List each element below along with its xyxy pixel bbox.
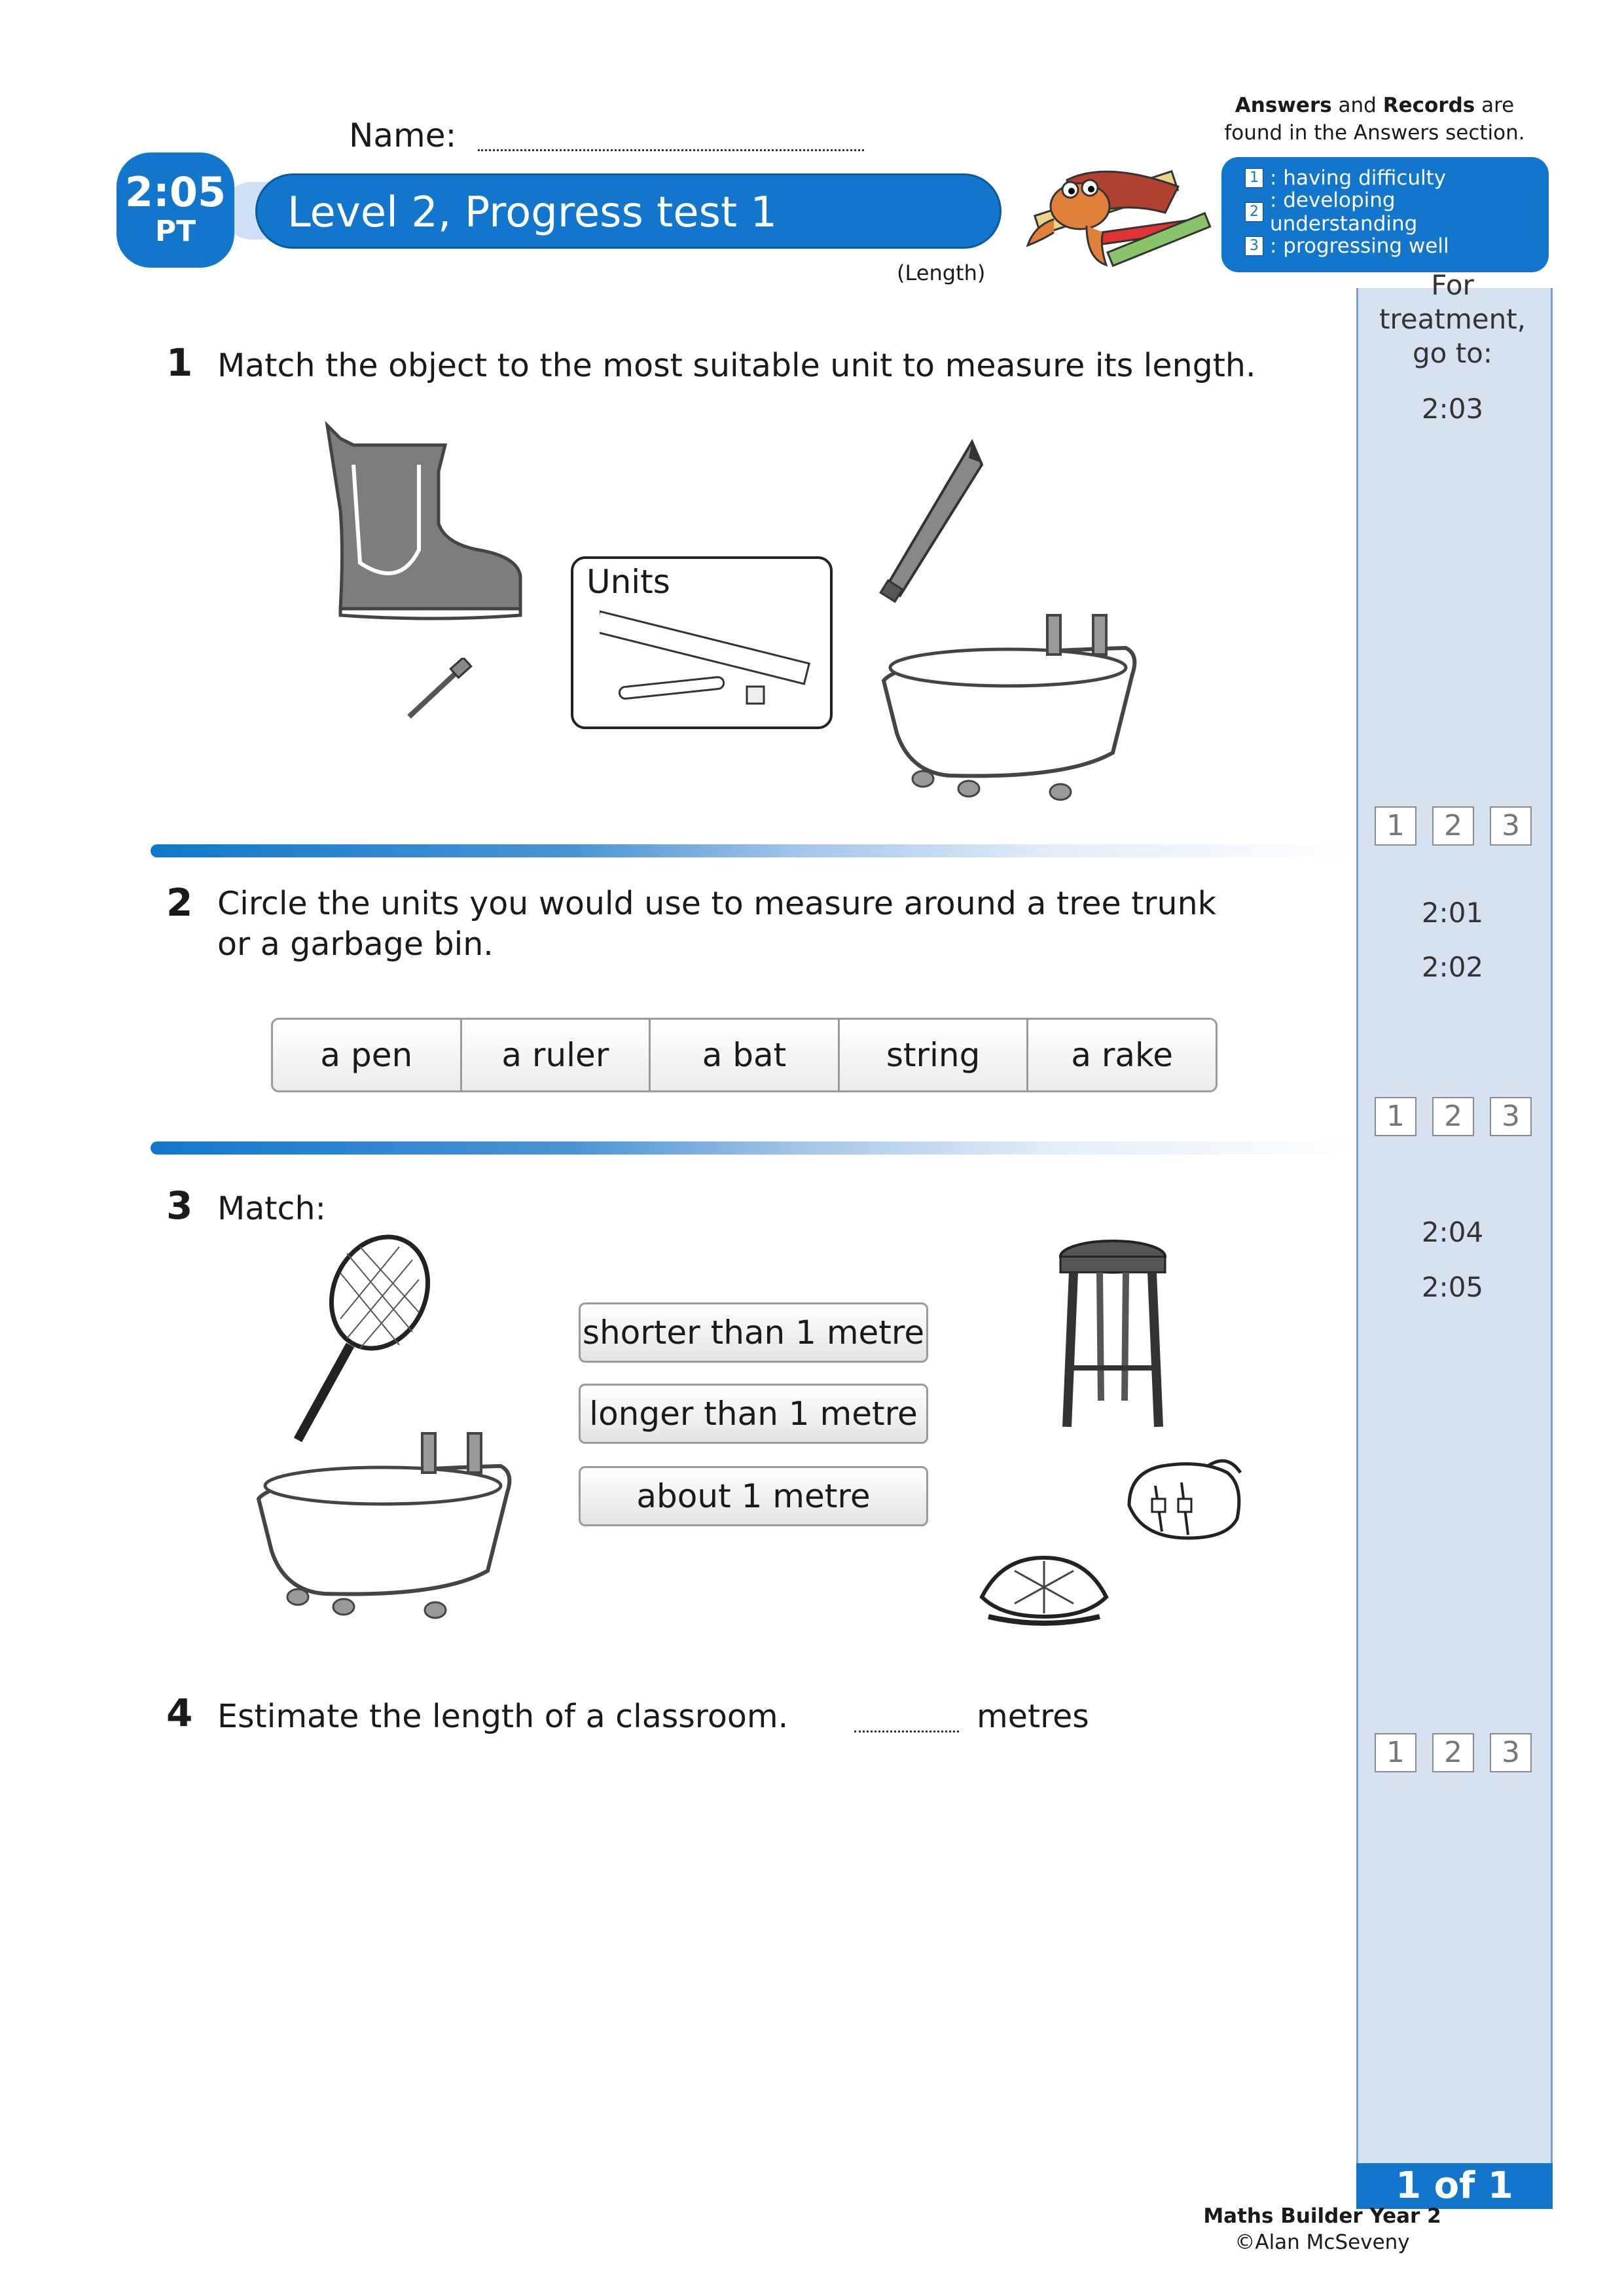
pencil-icon <box>874 439 992 609</box>
topic-label: (Length) <box>897 260 986 285</box>
page-title: Level 2, Progress test 1 <box>255 173 1001 249</box>
q1-goto: 2:03 <box>1421 393 1484 425</box>
paddle-pop-stick-icon <box>619 677 724 700</box>
rating-box-1[interactable]: 1 <box>1375 1097 1416 1136</box>
crab-mascot-icon <box>1008 154 1224 278</box>
boot-icon <box>314 419 530 622</box>
option-a-ruler[interactable]: a ruler <box>462 1020 651 1090</box>
backpack-icon <box>1116 1446 1247 1545</box>
option-a-rake[interactable]: a rake <box>1071 1036 1173 1074</box>
rating-box-2[interactable]: 2 <box>1432 1097 1474 1136</box>
units-box <box>571 556 833 729</box>
units-label: Units <box>586 563 670 601</box>
question-2-text <box>217 884 1216 965</box>
question-3-text: Match: <box>217 1190 327 1227</box>
option-a-pen[interactable]: a pen <box>273 1020 462 1090</box>
rating-box-1[interactable]: 1 <box>1375 806 1416 846</box>
progress-legend <box>1221 157 1549 272</box>
treatment-label-line1: For treatment, <box>1379 269 1526 335</box>
footer-book-title: Maths Builder Year 2 <box>1203 2204 1441 2228</box>
legend-text: : having difficulty <box>1270 166 1447 190</box>
option-string[interactable]: string <box>840 1020 1029 1090</box>
treatment-label-line2: go to: <box>1412 337 1493 369</box>
are-word: are <box>1475 94 1515 117</box>
question-2-line1: Circle the units you would use to measure around a tree trunk <box>217 885 1217 922</box>
rating-box-1[interactable]: 1 <box>1375 1733 1416 1772</box>
match-longer-than-1m[interactable]: longer than 1 metre <box>579 1384 928 1444</box>
question-2-line2: or a garbage bin. <box>217 925 494 963</box>
bathtub-icon <box>245 1420 520 1630</box>
q3-rating-boxes <box>1375 1733 1532 1772</box>
q3-goto-1: 2:04 <box>1421 1216 1484 1248</box>
legend-text: : progressing well <box>1270 234 1449 258</box>
match-shorter-than-1m[interactable]: shorter than 1 metre <box>579 1302 928 1363</box>
legend-number: 2 <box>1245 202 1263 222</box>
ruler-icon <box>600 611 809 684</box>
question-number-2: 2 <box>166 880 193 925</box>
question-4-text: Estimate the length of a classroom. <box>217 1698 789 1735</box>
rating-box-2[interactable]: 2 <box>1432 1733 1474 1772</box>
legend-number: 3 <box>1245 236 1263 256</box>
rating-box-3[interactable]: 3 <box>1490 1097 1532 1136</box>
q1-rating-boxes <box>1375 806 1532 846</box>
question-number-4: 4 <box>166 1691 193 1735</box>
units-drawings <box>600 598 822 716</box>
treatment-label <box>1356 268 1549 370</box>
question-number-3: 3 <box>166 1183 193 1228</box>
name-field[interactable] <box>478 149 864 151</box>
answers-note <box>1191 92 1558 147</box>
metres-unit-label: metres <box>977 1698 1089 1735</box>
legend-row-3 <box>1245 232 1449 260</box>
answers-word: Answers <box>1235 94 1332 117</box>
page-number-box: 1 of 1 <box>1356 2163 1553 2209</box>
legend-row-2 <box>1245 188 1549 236</box>
q2-goto-2: 2:02 <box>1421 951 1484 983</box>
nail-icon <box>403 658 475 723</box>
and-word: and <box>1331 94 1383 117</box>
question-1-text: Match the object to the most suitable unit to measure its length. <box>217 347 1256 384</box>
rating-box-3[interactable]: 3 <box>1490 806 1532 846</box>
q2-goto-1: 2:01 <box>1421 897 1484 929</box>
answers-note-line2: found in the Answers section. <box>1224 121 1525 145</box>
badge-code: 2:05 <box>124 168 226 216</box>
unit-options-table <box>271 1018 1218 1092</box>
lesson-badge <box>117 152 234 268</box>
estimate-answer-field[interactable] <box>854 1731 959 1732</box>
option-a-bat[interactable]: a bat <box>651 1020 840 1090</box>
question-number-1: 1 <box>166 340 193 385</box>
bathtub-icon <box>871 602 1146 812</box>
q2-rating-boxes <box>1375 1097 1532 1136</box>
legend-number: 1 <box>1245 168 1263 188</box>
match-about-1m[interactable]: about 1 metre <box>579 1466 928 1526</box>
name-label: Name: <box>349 117 457 154</box>
records-word: Records <box>1382 94 1475 117</box>
footer <box>1113 2203 1532 2255</box>
cube-icon <box>747 687 764 704</box>
legend-text: : developing understanding <box>1269 188 1418 236</box>
stool-icon <box>1054 1230 1172 1440</box>
badge-sub: PT <box>154 215 196 248</box>
footer-copyright: ©Alan McSeveny <box>1235 2231 1410 2254</box>
rating-box-3[interactable]: 3 <box>1490 1733 1532 1772</box>
section-divider <box>151 844 1356 857</box>
section-divider <box>151 1141 1356 1155</box>
football-icon <box>975 1551 1113 1630</box>
q3-goto-2: 2:05 <box>1421 1271 1484 1303</box>
rating-box-2[interactable]: 2 <box>1432 806 1474 846</box>
